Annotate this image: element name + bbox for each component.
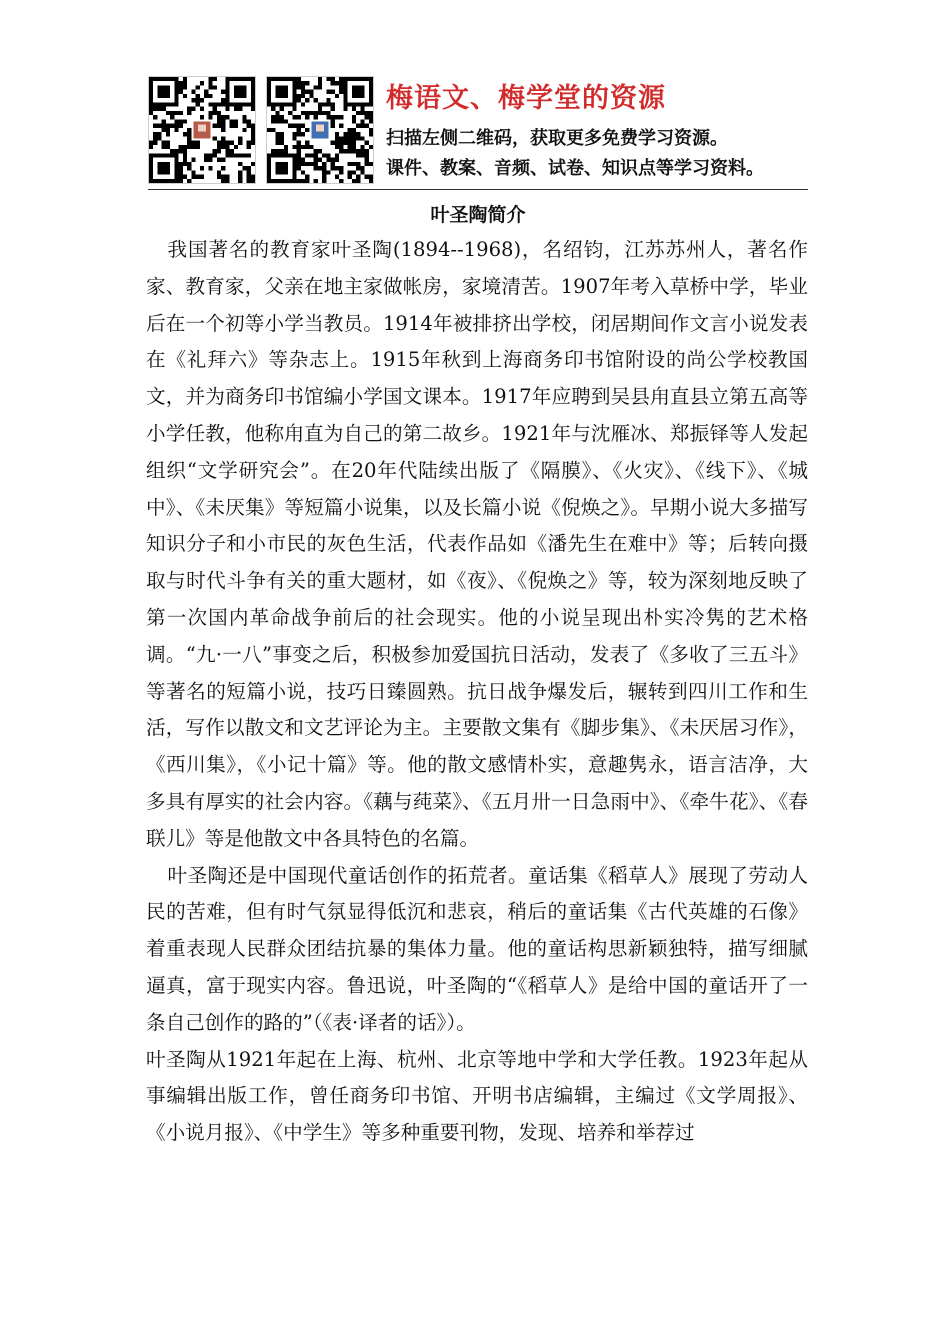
promo-line-2: 课件、教案、音频、试卷、知识点等学习资料。	[386, 158, 764, 179]
qr-code-icon	[148, 76, 256, 184]
header-divider	[148, 189, 808, 190]
qr-code-icon	[266, 76, 374, 184]
paragraph-3: 叶圣陶从1921年起在上海、杭州、北京等地中学和大学任教。1923年起从事编辑出版工作，曾任商务印书馆、开明书店编辑，主编过《文学周报》、《小说月报》、《中学生》等多种重要刊物，发现、培养和举荐过	[146, 1047, 808, 1145]
paragraph-1: 我国著名的教育家叶圣陶(1894--1968)，名绍钧，江苏苏州人，著名作家、教育家，父亲在地主家做帐房，家境清苦。1907年考入草桥中学，毕业后在一个初等小学当教员。1914年被排挤出学校，闭居期间作文言小说发表在《礼拜六》等杂志上。1915年秋到上海商务印书馆附设的尚公学校教国文，并为商务印书馆编小学国文课本。1917年应聘到吴县甪直县立第五高等小学任教，他称甪直为自己的第二故乡。1921年与沈雁冰、郑振铎等人发起组织“文学研究会”。在20年代陆续出版了《隔膜》、《火灾》、《线下》、《城中》、《未厌集》等短篇小说集，以及长篇小说《倪焕之》。早期小说大多描写知识分子和小市民的灰色生活，代表作品如《潘先生在难中》等；后转向摄取与时代斗争有关的重大题材，如《夜》、《倪焕之》等，较为深刻地反映了第一次国内革命战争前后的社会现实。他的小说呈现出朴实冷隽的艺术格调。“九·一八”事变之后，积极参加爱国抗日活动，发表了《多收了三五斗》等著名的短篇小说，技巧日臻圆熟。抗日战争爆发后，辗转到四川工作和生活，写作以散文和文艺评论为主。主要散文集有《脚步集》、《未厌居习作》，《西川集》，《小记十篇》等。他的散文感情朴实，意趣隽永，语言洁净，大多具有厚实的社会内容。《藕与莼菜》、《五月卅一日急雨中》、《牵牛花》、《春联儿》等是他散文中各具特色的名篇。	[146, 238, 808, 850]
resource-header	[148, 70, 808, 186]
paragraph-2: 叶圣陶还是中国现代童话创作的拓荒者。童话集《稻草人》展现了劳动人民的苦难，但有时气氛显得低沉和悲哀，稍后的童话集《古代英雄的石像》着重表现人民群众团结抗暴的集体力量。他的童话构思新颖独特，描写细腻逼真，富于现实内容。鲁迅说，叶圣陶的“《稻草人》是给中国的童话开了一条自己创作的路的”（《表·译者的话》）。	[146, 863, 808, 1034]
document-title: 叶圣陶简介	[430, 204, 526, 226]
brand-name: 梅语文、梅学堂的资源	[386, 83, 666, 114]
document-body	[146, 232, 808, 1152]
promo-line-1: 扫描左侧二维码，获取更多免费学习资源。	[386, 128, 728, 149]
